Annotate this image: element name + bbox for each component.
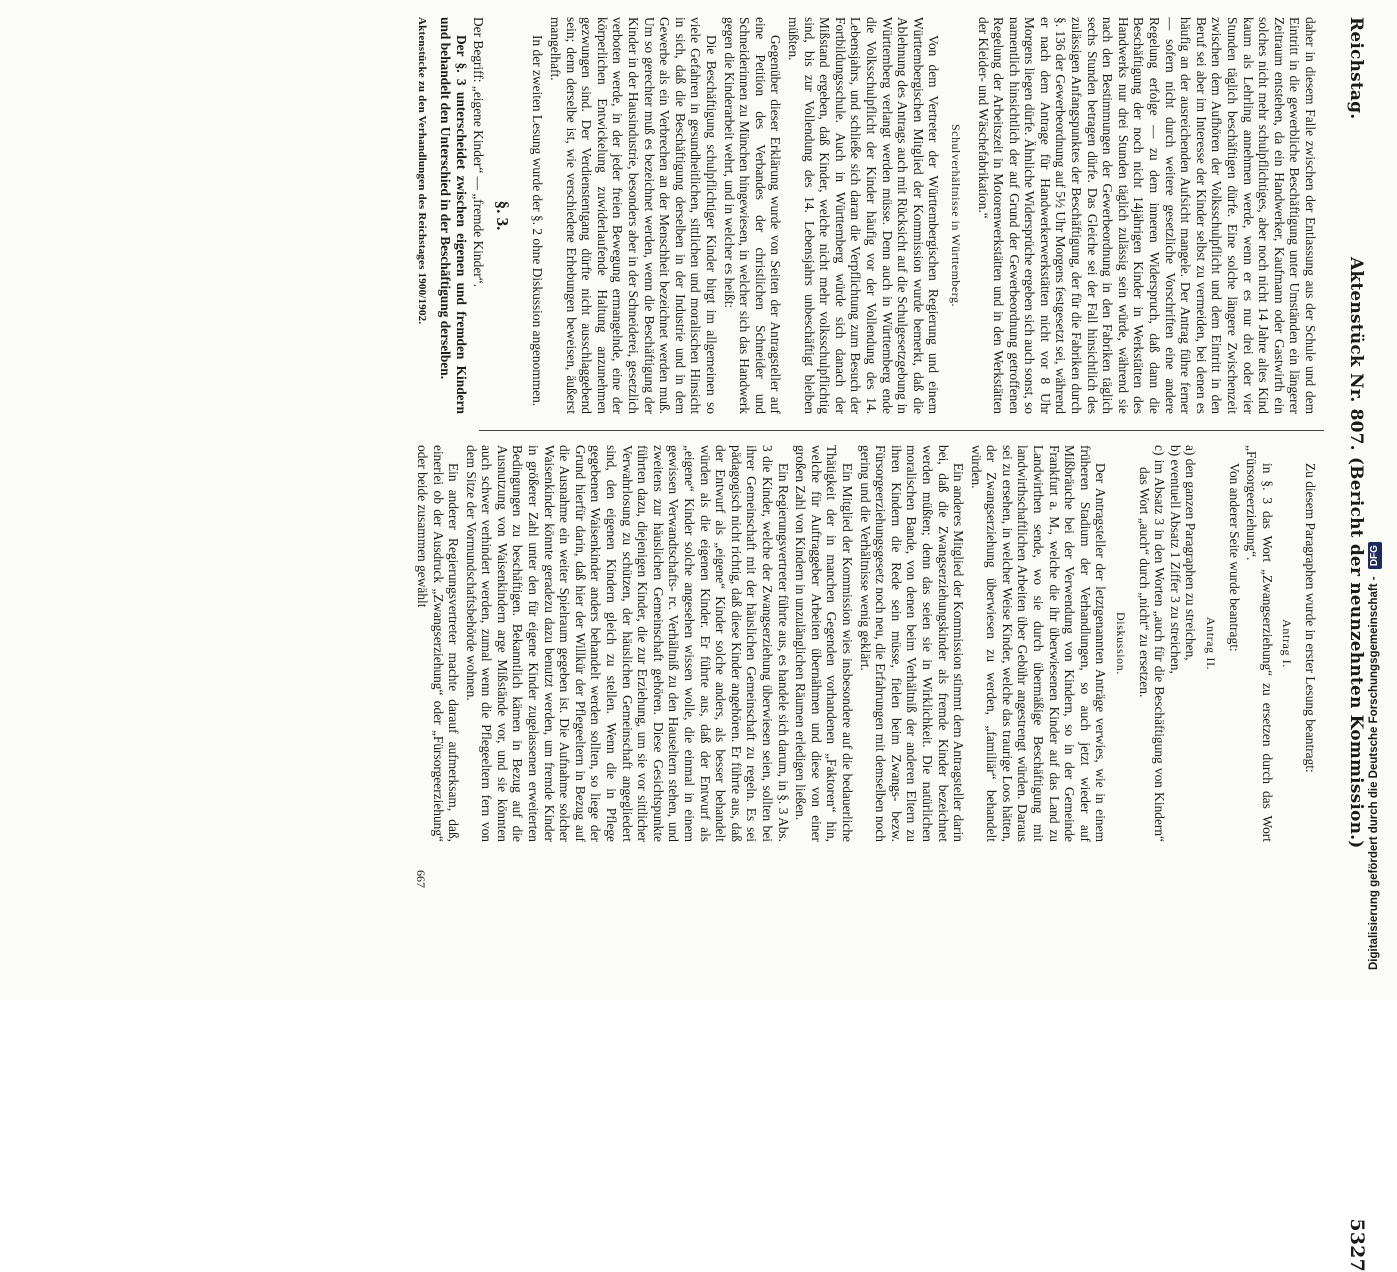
paragraph: in §. 3 das Wort „Zwangserziehung“ zu ersetzen durch das Wort „Fürsorgeerziehung“. [1244,445,1275,842]
paragraph: In der zweiten Lesung wurde der §. 2 ohne Diskussion angenommen. [530,35,546,407]
paragraph: Von anderer Seite wurde beantragt: [1226,463,1242,652]
list-item: b) eventuell Absatz 1 Ziffer 3 zu streichen, [1167,445,1183,674]
column-divider [479,430,1324,431]
section-subtitle: Der Begriff: „eigene Kinder“ — „fremde Kinder“. [471,17,487,288]
section-heading: Diskussion. [1114,612,1129,675]
section-heading: Schulverhältnisse in Württemberg. [948,123,963,308]
paragraph: Ein anderes Mitglied der Kommission stimmt dem Antragsteller darin bei, daß die Zwangserziehungskinder als fremde Kinder bezeichnet werden müßten; denn das seien sie in Wirklichkeit. Die natürlichen moralischen Bande, von denen beim Verhältniß der anderen Eltern zu ihren Kindern die Rede sein müsse, fielen beim Zwangs- bezw. Fürsorgeerziehungsgesetz noch neu, die Erfahrungen mit demselben noch gering und die Verhältnisse wenig geklärt. [857,445,967,842]
paragraph: daher in diesem Falle zwischen der Entlassung aus der Schule und dem Eintritt in die gewerbliche Beschäftigung unter Umständen ein längerer Zeitraum entstehen, da ein Handwerker, Kaufmann oder Gastwirth ein solches nicht mehr schulpflichtiges, aber noch nicht 14 Jahre altes Kind kaum als Lehrling annehmen werde, wenn er es nur drei oder vier Stunden täglich beschäftigen dürfe. Eine solche längere Zwischenzeit zwischen dem Aufhören der Volksschulpflicht und dem Eintritt in den Beruf sei aber im Interesse der Kinder selbst zu vermeiden, bei denen es häufig an der ausreichenden Aufsicht mangele. Der Antrag führe ferner — sofern nicht durch weitere gesetzliche Vorschriften eine andere Regelung erfolge — zu dem inneren Widerspruch, daß dann die Beschäftigung der noch nicht 14jährigen Kinder in Werkstätten des Handwerks nur drei Stunden täglich zulässig sein würde, während sie nach den Bestimmungen der Gewerbeordnung in den Fabriken täglich sechs Stunden betragen dürfe. Das Gleiche sei der Fall hinsichtlich des zulässigen Anfangspunktes der Beschäftigung, der für die Fabriken durch §. 136 der Gewerbeordnung auf 5½ Uhr Morgens festgesetzt sei, während er nach dem Antrage für Handwerkerwerkstätten nicht vor 8 Uhr Morgens liegen dürfe. Ähnliche Widersprüche ergeben sich auch sonst, so namentlich hinsichtlich der auf Grund der Gewerbeordnung getroffenen Regelung der Arbeitszeit in Motorenwerkstätten und in den Werkstätten der Kleider- und Wäschefabrikation.“ [975,17,1318,414]
list-item: a) den ganzen Paragraphen zu streichen, [1183,445,1199,661]
paragraph: Ein Regierungsvertreter führte aus, es handele sich darum, in §. 3 Abs. 3 die Kinder, welche der Zwangserziehung überwiesen seien, sollten bei ihrer Gemeinschaft mit der häuslichen Gemeinschaft zu regeln. Es sei pädagogisch nicht richtig, daß diese Kinder angehören. Er führte aus, daß der Entwurf als „eigene“ Kinder solche anders, als besser behandelt würden als die eigenen Kinder. Er führte aus, daß der Entwurf als „eigene“ Kinder solche angesehen wissen wolle, die einmal in einem gewissen Verwandtschafts- rc. Verhältniß zu den Hauseltern stehen, und zweitens zur häuslichen Gemeinschaft gehören. Diese Gesichtspunkte führten dazu, diejenigen Kinder, die zur Erziehung, um sie vor sittlicher Verwahrlosung zu schützen, der häuslichen Gemeinschaft angegliedert sind, den eigenen Kindern gleich zu stellen. Wenn die in Pflege gegebenen Waisenkinder anders behandelt werden sollten, so liege der Grund hierfür darin, daß hier der Willkür der Pflegeeltern in Bezug auf die Ausnahme ein weiter Spielraum gegeben ist. Die Aufnahme solcher Waisenkinder könnte geradezu dazu benutzt werden, um fremde Kinder in größerer Zahl unter den für eigene Kinder zugelassenen erweiterten Bedingungen zu beschäftigen. Bekanntlich kämen in Bezug auf die Ausnutzung von Waisenkindern arge Mißstände vor, und sie könnten auch schwer verhindert werden, zumal wenn die Pflegeeltern fern von dem Sitze der Vormundschaftsbehörde wohnen. [463,445,791,842]
page-number: 5327 [1346,1218,1368,1272]
paragraph-number: §. 3. [492,200,512,231]
dfg-logo: DFG [1368,542,1382,569]
document-page [115,17,1370,1272]
motion-heading: Antrag II. [1204,616,1219,671]
paragraph: Ein anderer Regierungsvertreter machte darauf aufmerksam, daß, einerlei ob der Ausdruck „Zwangserziehung“ oder „Fürsorgeerziehung“ oder beide zusammen gewählt [414,445,462,842]
paragraph: Der Antragsteller der letztgenannten Anträge verwies, wie in einem früheren Stadium der Verhandlungen, so auch jetzt wieder auf Mißbräuche bei der Verwendung von Kindern, so in der Gemeinde Frankfurt a. M., welche die ihr überwiesenen Kinder auf das Land zu Landwirthen sende, wo sie durch übermäßige Beschäftigung mit landwirthschaftlichen Arbeiten über Gebühr angestrengt würden. Daraus sei zu ersehen, in welcher Weise Kinder, welche das traurige Loos hätten, der Zwangserziehung überwiesen zu werden, „familiär“ behandelt würden. [968,445,1109,842]
paragraph: Die Beschäftigung schulpflichtiger Kinder birgt im allgemeinen so viele Gefahren in gesundheitlichen, sittlichen und moralischen Hinsicht in sich, daß die Beschäftigung derselben in der Industrie und in dem Gewerbe als ein Verbrechen an der Menschheit bezeichnet werden muß. Um so gerechter muß es bezeichnet werden, wenn die Beschäftigung der Kinder in der Hausindustrie, besonders aber in der Schneiderei, gesetzlich verboten werde, in der jeder freien Bewegung ermangelnde, eine der körperlichen Entwickelung zuwiderlaufende Haltung anzunehmen gezwungen sind. Der Verdienstentgang dürfte nicht ausschlaggebend sein; denn derselbe ist, wie verschiedene Erhebungen beweisen, äußerst mangelhaft. [548,17,720,414]
credit-text: Digitalisierung gefördert durch die Deutsche Forschungsgemeinschaft - [1368,576,1380,970]
paragraph: Von dem Vertreter der Württembergischen Regierung und einem Württembergischen Mitglied der Kommission wurde bemerkt, daß die Ablehnung des Antrags auch mit Rücksicht auf die Schulgesetzgebung in Württemberg verlangt werden müsse. Denn auch in Württemberg ende die Volksschulpflicht der Kinder häufig vor der Vollendung des 14. Lebensjahrs, und schließe sich daran die Verpflichtung zum Besuch der Fortbildungsschule. Auch in Württemberg würde sich danach der Mißstand ergeben, daß Kinder, welche nicht mehr volksschulpflichtig sind, bis zur Vollendung des 14. Lebensjahrs unbeschäftigt bleiben müßten. [786,17,942,414]
paragraph: Zu diesem Paragraphen wurde in erster Lesung beantragt: [1303,463,1318,773]
header-title: Aktenstück Nr. 807. (Bericht der neunzehnten Kommission.) [1346,257,1366,849]
paragraph: Gegenüber dieser Erklärung wurde von Seiten der Antragsteller auf eine Petition des Verbandes der christlichen Schneider und Schneiderinnen zu München hingewiesen, in welcher sich das Handwerk gegen die Kinderarbeit wehrt, und in welcher es heißt: [721,17,784,414]
header-left: Reichstag. [1346,17,1366,120]
right-column [414,445,1318,842]
paragraph: Ein Mitglied der Kommission wies insbesondere auf die bedauerliche Thätigkeit der in manchen Gegenden vorhandenen „Faktoren“ hin, welche für Auftraggeber Arbeiten übernähmen und diese von einer großen Zahl von Kindern in unzulänglichen Räumen erledigen ließen. [793,445,855,842]
motion-heading: Antrag I. [1280,619,1295,668]
digitization-credit [1361,30,1387,970]
list-item: c) im Absatz 3 in den Worten „auch für die Beschäftigung von Kindern“ das Wort „auch“ durch „nicht“ zu ersetzen. [1136,445,1168,842]
paragraph: Der §. 3 unterscheidet zwischen eigenen und fremden Kindern und behandelt den Unterschied in der Beschäftigung derselben. [438,17,469,414]
left-column [428,17,1318,414]
footer-left: Aktenstücke zu den Verhandlungen des Reichstages 1900/1902. [416,17,428,325]
footer-page-signature: 667 [414,870,428,888]
